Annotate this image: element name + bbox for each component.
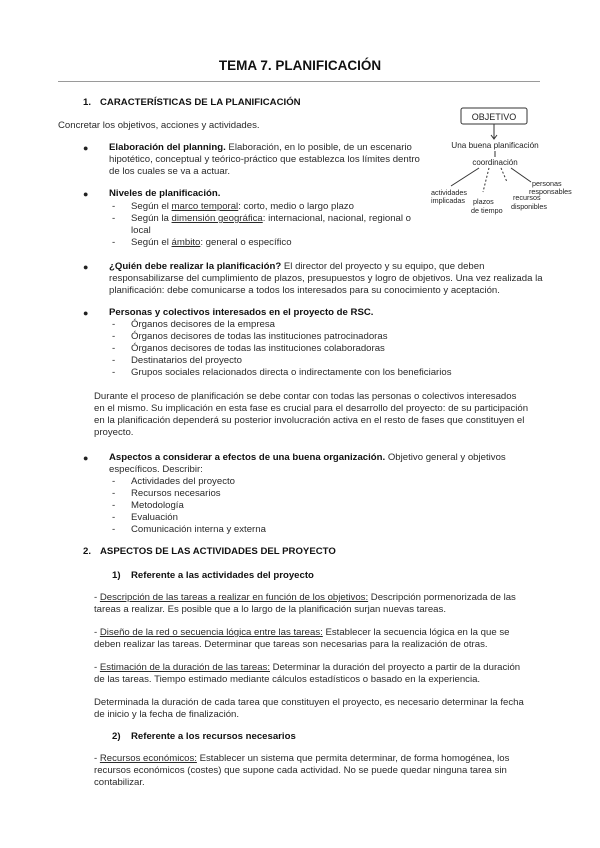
economic-resources-line-2: recursos económicos (costes) que supone cada actividad. No se puede quedar ninguna tarea sin [94, 765, 507, 776]
subsection-2-number: 2) [112, 731, 121, 742]
bullet-who-line-3: planificación: debe comunicarse a todos los interesados para su conocimiento y aceptación. [109, 285, 500, 296]
dash-icon: - [94, 627, 98, 638]
dash-icon: - [112, 319, 116, 330]
dash-icon: - [94, 662, 98, 673]
section-1-number: 1. [83, 97, 92, 108]
bullet-who [109, 261, 541, 273]
dash-icon: - [94, 592, 98, 603]
dash-icon: - [112, 367, 116, 378]
diagram-objective-label: OBJETIVO [471, 112, 517, 122]
bullet-organization-bold: Aspectos a considerar a efectos de una buena organización. [109, 452, 386, 463]
paragraph-line: proyecto. [94, 427, 134, 438]
diagram-branch [511, 168, 531, 182]
level-item-geographic-cont: local [131, 225, 151, 236]
stakeholder-item: Órganos decisores de todas las instituciones colaboradoras [131, 343, 385, 354]
economic-resources-line-1: Establecer un sistema que permita determinar, de forma homogénea, los [199, 753, 510, 764]
duration-estimate [94, 662, 520, 674]
level-item-temporal [131, 201, 354, 213]
organization-item: Comunicación interna y externa [131, 524, 266, 535]
dash-icon: - [112, 343, 116, 354]
bullet-who-line-2: responsabilizarse del cumplimiento de plazos, presupuestos y logro de objetivos. Una vez realizada la [109, 273, 543, 284]
bullet-icon: ● [83, 143, 89, 153]
bullet-planning-bold: Elaboración del planning. [109, 142, 226, 153]
network-design-line-2: deben realizar las tareas. Determinar que tareas son necesarias para la realización de otras. [94, 639, 488, 650]
section-1-intro: Concretar los objetivos, acciones y actividades. [58, 120, 260, 131]
organization-item: Recursos necesarios [131, 488, 221, 499]
economic-resources [94, 753, 509, 765]
level-item-pre: Según la [131, 213, 172, 224]
duration-estimate-line-2: de las tareas. Tiempo estimado mediante cálculos estadísticos o basado en la experiencia. [94, 674, 481, 685]
dash-icon: - [112, 213, 116, 224]
stakeholder-item: Órganos decisores de la empresa [131, 319, 275, 330]
level-item-pre: Según el [131, 237, 172, 248]
bullet-levels-bold: Niveles de planificación. [109, 188, 221, 199]
dash-icon: - [112, 488, 116, 499]
level-item-scope [131, 237, 292, 249]
paragraph-line: en la planificación dependerá su posterior involucración activa en el resto de fases que constituyen el [94, 415, 525, 426]
bullet-organization-line-2: específicos. Describir: [109, 464, 203, 475]
diagram-leaf-people-2: responsables [529, 187, 572, 196]
section-2-heading: ASPECTOS DE LAS ACTIVIDADES DEL PROYECTO [100, 546, 336, 557]
duration-estimate-line-1: Determinar la duración del proyecto a partir de la duración [272, 662, 521, 673]
level-item-post: : corto, medio o largo plazo [238, 201, 354, 212]
level-item-geographic [131, 213, 411, 225]
bullet-icon: ● [83, 453, 89, 463]
paragraph-line: en el mismo. Su implicación en esta fase es crucial para el desarrollo del proyecto: de su participación [94, 403, 529, 414]
diagram-leaf-activities-1: actividades [431, 188, 467, 197]
diagram-leaf-people-1: personas [532, 179, 562, 188]
diagram-leaf-deadlines-1: plazos [473, 197, 494, 206]
bullet-planning-line-1: Elaboración, en lo posible, de un escenario [228, 142, 412, 153]
level-item-pre: Según el [131, 201, 172, 212]
level-item-underlined: dimensión geográfica [171, 213, 263, 224]
dash-icon: - [112, 237, 116, 248]
page-title: TEMA 7. PLANIFICACIÓN [218, 58, 382, 73]
network-design [94, 627, 509, 639]
diagram-branch [451, 168, 479, 186]
network-design-label: Diseño de la red o secuencia lógica entre las tareas: [99, 627, 323, 638]
dash-icon: - [112, 331, 116, 342]
level-item-underlined: marco temporal [171, 201, 239, 212]
organization-item: Actividades del proyecto [131, 476, 235, 487]
dash-icon: - [112, 524, 116, 535]
diagram-line-1: Una buena planificación [451, 141, 539, 150]
dates-line-2: de inicio y la fecha de finalización. [94, 709, 240, 720]
bullet-planning-line-3: de los cuales se va a actuar. [109, 166, 231, 177]
economic-resources-line-3: contabilizar. [94, 777, 145, 788]
level-item-post: : internacional, nacional, regional o [262, 213, 412, 224]
organization-item: Evaluación [131, 512, 178, 523]
subsection-1-heading: Referente a las actividades del proyecto [131, 570, 314, 581]
diagram-leaf-resources-1: recursos [513, 193, 541, 202]
duration-estimate-label: Estimación de la duración de las tareas: [99, 662, 270, 673]
bullet-icon: ● [83, 189, 89, 199]
paragraph-line: Durante el proceso de planificación se debe contar con todas las personas o colectivos interesados [94, 391, 517, 402]
diagram-branch [483, 168, 489, 192]
dash-icon: - [112, 500, 116, 511]
network-design-line-1: Establecer la secuencia lógica en la que se [325, 627, 510, 638]
activity-description-line-2: tareas a realizar. Es posible que a lo largo de la planificación surjan nuevas tareas. [94, 604, 446, 615]
bullet-planning [109, 142, 419, 154]
subsection-1-number: 1) [112, 570, 121, 581]
diagram-branch [501, 168, 507, 182]
dates-line-1: Determinada la duración de cada tarea que constituyen el proyecto, es necesario determinar la fecha [94, 697, 524, 708]
activity-description-label: Descripción de las tareas a realizar en función de los objetivos: [99, 592, 369, 603]
level-item-post: : general o específico [200, 237, 292, 248]
subsection-2-heading: Referente a los recursos necesarios [131, 731, 296, 742]
title-divider [58, 81, 540, 82]
bullet-organization [109, 452, 541, 464]
dash-icon: - [94, 753, 98, 764]
level-item-underlined: ámbito [171, 237, 201, 248]
bullet-planning-line-2: hipotético, conceptual y teórico-práctico que establezca los límites dentro [109, 154, 420, 165]
bullet-icon: ● [83, 262, 89, 272]
diagram-leaf-activities-2: implicadas [431, 196, 465, 205]
dash-icon: - [112, 355, 116, 366]
bullet-organization-line-1: Objetivo general y objetivos [387, 452, 506, 463]
bullet-who-line-1: El director del proyecto y su equipo, que deben [283, 261, 485, 272]
bullet-who-bold: ¿Quién debe realizar la planificación? [109, 261, 282, 272]
planning-diagram [425, 100, 575, 220]
section-2-number: 2. [83, 546, 92, 557]
stakeholder-item: Órganos decisores de todas las instituciones patrocinadoras [131, 331, 388, 342]
bullet-stakeholders-bold: Personas y colectivos interesados en el proyecto de RSC. [109, 307, 374, 318]
diagram-leaf-deadlines-2: de tiempo [471, 206, 503, 215]
dash-icon: - [112, 512, 116, 523]
stakeholder-item: Grupos sociales relacionados directa o indirectamente con los beneficiarios [131, 367, 452, 378]
organization-item: Metodología [131, 500, 184, 511]
diagram-leaf-resources-2: disponibles [511, 202, 547, 211]
activity-description [94, 592, 516, 604]
stakeholder-item: Destinatarios del proyecto [131, 355, 242, 366]
diagram-line-2: coordinación [472, 158, 518, 167]
bullet-icon: ● [83, 308, 89, 318]
section-1-heading: CARACTERÍSTICAS DE LA PLANIFICACIÓN [100, 97, 301, 108]
activity-description-line-1: Descripción pormenorizada de las [370, 592, 516, 603]
economic-resources-label: Recursos económicos: [99, 753, 197, 764]
dash-icon: - [112, 476, 116, 487]
dash-icon: - [112, 201, 116, 212]
